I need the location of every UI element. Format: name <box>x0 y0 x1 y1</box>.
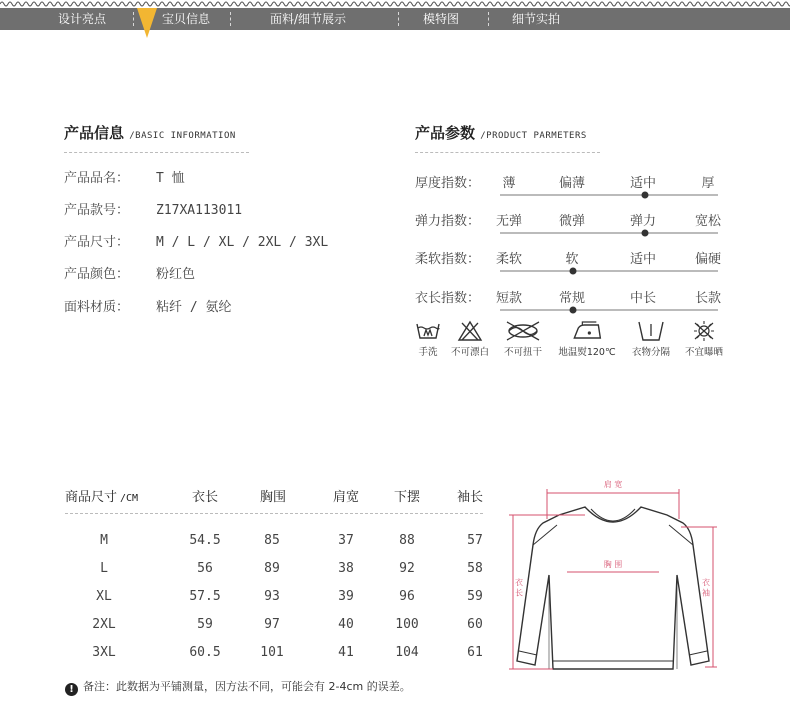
product-params-subtitle: /PRODUCT PARMETERS <box>480 131 587 141</box>
care-item: 不可扭干 <box>503 320 543 358</box>
nav-item-fabric-details[interactable]: 面料/细节展示 <box>270 12 347 26</box>
size-value-cell: 58 <box>467 561 483 576</box>
size-table-header: 商品尺寸 /CM <box>65 490 139 505</box>
info-row-name: 产品品名： T 恤 <box>64 171 185 186</box>
param-label: 衣长指数： <box>415 291 481 306</box>
warning-icon: ! <box>65 683 78 696</box>
param-option: 厚 <box>701 176 715 191</box>
param-option: 偏薄 <box>558 176 586 191</box>
size-table-header: 胸围 <box>259 490 287 505</box>
size-value-cell: 57 <box>467 533 483 548</box>
sleeve-label: 衣 袖 <box>701 577 711 597</box>
top-wave-border <box>0 0 790 8</box>
low-iron-icon <box>570 320 604 342</box>
size-table-header: 衣长 <box>191 490 219 505</box>
param-label: 厚度指数： <box>415 176 481 191</box>
param-scale-line <box>500 232 718 234</box>
care-item: 地温熨120℃ <box>558 320 615 358</box>
size-value-cell: 61 <box>467 645 483 660</box>
size-value-cell: 59 <box>197 617 213 632</box>
no-sun-dry-icon <box>691 320 717 342</box>
no-wring-icon <box>503 320 543 342</box>
param-option: 宽松 <box>694 214 722 229</box>
size-value-cell: 93 <box>264 589 280 604</box>
param-scale-marker <box>569 268 576 275</box>
param-option: 弹力 <box>629 214 657 229</box>
care-item: 衣物分隔 <box>632 320 670 358</box>
size-value-cell: 97 <box>264 617 280 632</box>
care-item: 不可漂白 <box>451 320 489 358</box>
active-tab-marker-icon <box>137 8 157 40</box>
size-value-cell: 39 <box>338 589 354 604</box>
size-value-cell: 56 <box>197 561 213 576</box>
nav-separator <box>398 12 399 26</box>
info-row-sizes: 产品尺寸： M / L / XL / 2XL / 3XL <box>64 235 329 250</box>
product-info-subtitle: /BASIC INFORMATION <box>129 131 236 141</box>
size-table-header: 下摆 <box>393 490 421 505</box>
param-option: 偏硬 <box>694 252 722 267</box>
size-value-cell: 60 <box>467 617 483 632</box>
divider <box>65 513 483 514</box>
nav-item-design-highlights[interactable]: 设计亮点 <box>58 12 107 26</box>
size-value-cell: 89 <box>264 561 280 576</box>
nav-item-model-photos[interactable]: 模特图 <box>423 12 460 26</box>
size-label-cell: XL <box>96 589 112 604</box>
param-option: 软 <box>565 252 579 267</box>
nav-separator <box>133 12 134 26</box>
product-params-title: 产品参数 /PRODUCT PARMETERS <box>415 124 587 142</box>
care-item: 手洗 <box>415 320 441 358</box>
param-option: 适中 <box>629 252 657 267</box>
nav-item-product-info[interactable]: 宝贝信息 <box>162 12 211 26</box>
info-row-style-number: 产品款号： Z17XA113011 <box>64 203 243 218</box>
size-label-cell: 3XL <box>92 645 116 660</box>
nav-bar <box>0 8 790 30</box>
param-scale-marker <box>642 192 649 199</box>
nav-separator <box>488 12 489 26</box>
info-row-material: 面料材质： 粘纤 / 氨纶 <box>64 300 232 315</box>
size-value-cell: 88 <box>399 533 415 548</box>
size-value-cell: 100 <box>395 617 419 632</box>
param-option: 长款 <box>694 291 722 306</box>
divider <box>415 152 600 153</box>
param-scale-marker <box>642 230 649 237</box>
shoulder-label: 肩 宽 <box>603 480 623 489</box>
size-value-cell: 92 <box>399 561 415 576</box>
param-label: 弹力指数： <box>415 214 481 229</box>
param-scale-line <box>500 194 718 196</box>
param-option: 中长 <box>629 291 657 306</box>
size-table-header: 肩宽 <box>332 490 360 505</box>
size-value-cell: 54.5 <box>189 533 221 548</box>
size-value-cell: 104 <box>395 645 419 660</box>
size-value-cell: 85 <box>264 533 280 548</box>
param-option: 薄 <box>502 176 516 191</box>
param-label: 柔软指数： <box>415 252 481 267</box>
nav-item-detail-photos[interactable]: 细节实拍 <box>512 12 561 26</box>
divider <box>64 152 249 153</box>
param-option: 短款 <box>495 291 523 306</box>
shirt-measurement-diagram <box>505 475 720 685</box>
size-label-cell: M <box>100 533 108 548</box>
info-row-color: 产品颜色： 粉红色 <box>64 267 196 282</box>
size-label-cell: L <box>100 561 108 576</box>
param-option: 微弹 <box>558 214 586 229</box>
size-label-cell: 2XL <box>92 617 116 632</box>
param-option: 常规 <box>558 291 586 306</box>
care-item: 不宜曝晒 <box>685 320 723 358</box>
length-label: 衣 长 <box>514 577 524 597</box>
hand-wash-icon <box>415 320 441 342</box>
size-value-cell: 38 <box>338 561 354 576</box>
param-scale-line <box>500 309 718 311</box>
size-value-cell: 57.5 <box>189 589 221 604</box>
size-table-header: 袖长 <box>456 490 484 505</box>
param-option: 柔软 <box>495 252 523 267</box>
nav-separator <box>230 12 231 26</box>
product-info-title: 产品信息 /BASIC INFORMATION <box>64 124 236 142</box>
param-scale-line <box>500 270 718 272</box>
size-value-cell: 41 <box>338 645 354 660</box>
param-option: 适中 <box>629 176 657 191</box>
param-scale-marker <box>569 307 576 314</box>
no-bleach-icon <box>457 320 483 342</box>
wash-separately-icon <box>636 320 666 342</box>
param-option: 无弹 <box>495 214 523 229</box>
size-value-cell: 37 <box>338 533 354 548</box>
size-value-cell: 101 <box>260 645 284 660</box>
chest-label: 胸 围 <box>603 560 623 569</box>
measurement-note: ! 备注：此数据为平铺测量，因方法不同，可能会有 2-4cm 的误差。 <box>65 678 411 696</box>
size-value-cell: 96 <box>399 589 415 604</box>
size-value-cell: 60.5 <box>189 645 221 660</box>
size-value-cell: 59 <box>467 589 483 604</box>
size-value-cell: 40 <box>338 617 354 632</box>
